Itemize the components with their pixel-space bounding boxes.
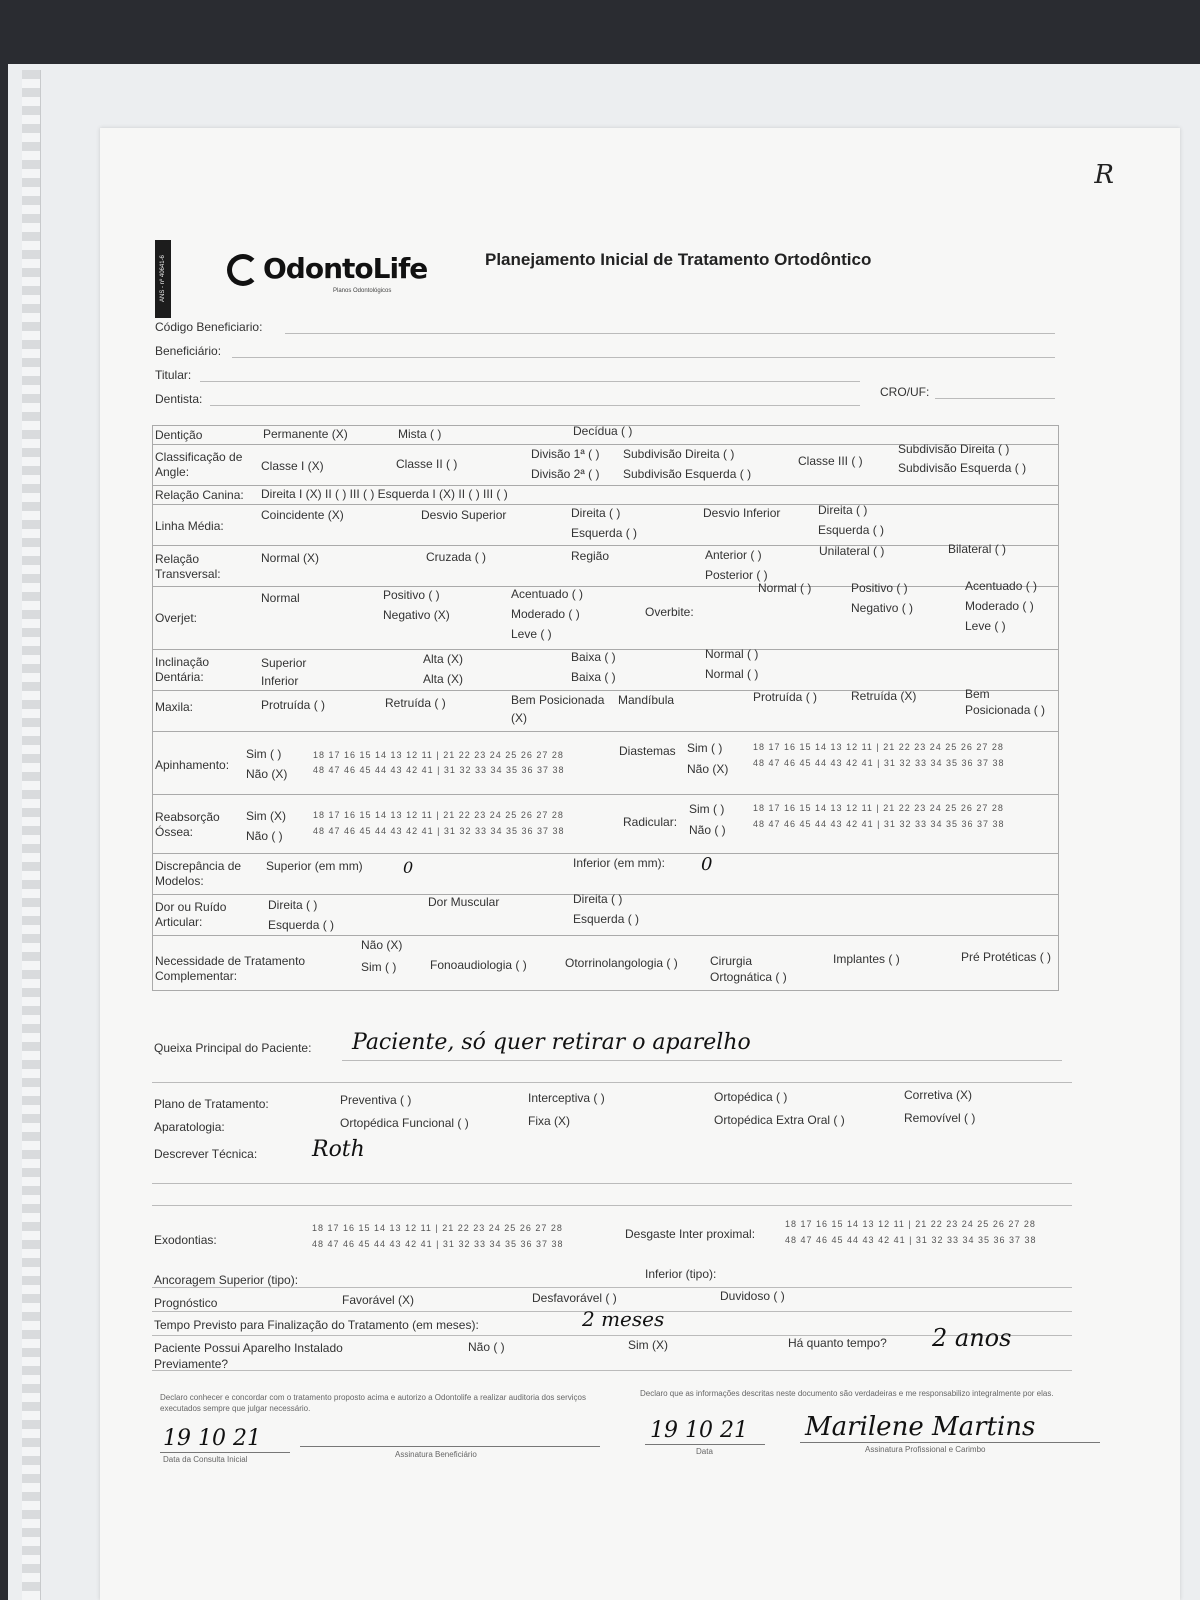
data-profissional-caption: Data (696, 1447, 713, 1456)
tempo-label: Tempo Previsto para Finalização do Tratamento (em meses): (154, 1318, 479, 1332)
logo-text: OdontoLife (263, 252, 428, 285)
assinatura-beneficiario-line[interactable] (300, 1446, 600, 1447)
overjet-leve[interactable]: Leve ( ) (511, 627, 552, 641)
discrepancia-inferior-label: Inferior (em mm): (573, 856, 666, 870)
row-relacao-transversal (153, 542, 1058, 587)
aparatologia-label: Aparatologia: (154, 1120, 225, 1134)
necessidade-fono[interactable]: Fonoaudiologia ( ) (430, 958, 527, 972)
declaracao-beneficiario: Declaro conhecer e concordar com o tratamento proposto acima e autorizo a Odontolife a realizar auditoria dos serviços executados sempre que julgar necessário. (160, 1393, 586, 1413)
titular-label: Titular: (155, 368, 192, 382)
diastemas-nao[interactable]: Não (X) (687, 762, 729, 776)
cro-uf-field[interactable] (935, 398, 1055, 399)
form-header (155, 240, 1060, 303)
declaracao-profissional: Declaro que as informações descritas neste documento são verdadeiras e me responsabilizo integralmente por elas. (640, 1389, 1054, 1398)
linha-desvio-superior: Desvio Superior (421, 508, 507, 522)
tecnica-line-2 (152, 1205, 1072, 1206)
prognostico-duvidoso[interactable]: Duvidoso ( ) (720, 1289, 785, 1303)
linha-inf-direita[interactable]: Direita ( ) (818, 503, 868, 517)
tecnica-label: Descrever Técnica: (154, 1147, 258, 1161)
diastemas-label: Diastemas (619, 744, 676, 758)
inclinacao-sup-normal[interactable]: Normal ( ) (705, 647, 759, 661)
transversal-anterior[interactable]: Anterior ( ) (705, 548, 762, 562)
necessidade-sim[interactable]: Sim ( ) (361, 960, 397, 974)
angle-classe3-subdivisao-direita[interactable]: Subdivisão Direita ( ) (898, 442, 1010, 456)
dentista-label: Dentista: (155, 392, 203, 406)
mandibula-label: Mandíbula (618, 693, 675, 707)
inclinacao-inf-normal[interactable]: Normal ( ) (705, 667, 759, 681)
overjet-positivo[interactable]: Positivo ( ) (383, 588, 440, 602)
aparatologia-funcional[interactable]: Ortopédica Funcional ( ) (340, 1116, 469, 1130)
desgaste-teeth-lower[interactable]: 48 47 46 45 44 43 42 41 | 31 32 33 34 35 36 37 38 (785, 1235, 1037, 1245)
ancoragem-inferior-label: Inferior (tipo): (645, 1267, 717, 1281)
ans-registration-strip: ANS - nº 40641-6 (155, 240, 171, 318)
dentista-field[interactable] (210, 405, 860, 406)
transversal-regiao: Região (571, 549, 610, 563)
transversal-label: Relação Transversal: (155, 552, 221, 581)
inclinacao-superior: Superior (261, 656, 307, 670)
row-maxila (153, 687, 1058, 732)
overbite-negativo[interactable]: Negativo ( ) (851, 601, 914, 615)
radicular-nao[interactable]: Não ( ) (689, 823, 726, 837)
maxila-label: Maxila: (155, 700, 194, 714)
mandibula-bem-posicionada[interactable]: Posicionada ( ) (965, 703, 1046, 717)
reabsorcao-sim[interactable]: Sim (X) (246, 809, 286, 823)
data-profissional-line (645, 1444, 765, 1445)
necessidade-label: Necessidade de Tratamento Complementar: (155, 954, 306, 983)
linha-desvio-inferior: Desvio Inferior (703, 506, 781, 520)
aparelho-quanto-tempo: Há quanto tempo? (788, 1336, 887, 1350)
assinatura-beneficiario-caption: Assinatura Beneficiário (395, 1450, 477, 1459)
apinhamento-teeth-upper[interactable]: 18 17 16 15 14 13 12 11 | 21 22 23 24 25 26 27 28 (313, 750, 564, 760)
mandibula-retruida[interactable]: Retruída (X) (851, 689, 917, 703)
row-overjet (153, 579, 1058, 650)
angle-subdivisao-esquerda[interactable]: Subdivisão Esquerda ( ) (623, 467, 752, 481)
beneficiario-field[interactable] (232, 357, 1055, 358)
ancoragem-line (152, 1287, 1072, 1288)
queixa-line-1 (342, 1060, 1062, 1061)
data-consulta-line (160, 1452, 290, 1453)
data-profissional-value[interactable]: 19 10 21 (650, 1418, 748, 1443)
discrepancia-superior-label: Superior (em mm) (266, 859, 363, 873)
inclinacao-label: Inclinação Dentária: (155, 655, 210, 684)
queixa-answer[interactable]: Paciente, só quer retirar o aparelho (352, 1030, 751, 1055)
row-discrepancia (153, 854, 1058, 895)
denticao-permanente[interactable]: Permanente (X) (263, 427, 348, 441)
tecnica-line-1 (152, 1183, 1072, 1184)
reabsorcao-nao[interactable]: Não ( ) (246, 829, 283, 843)
titular-field[interactable] (200, 381, 860, 382)
transversal-posterior[interactable]: Posterior ( ) (705, 568, 768, 582)
row-linha-media (153, 505, 1058, 546)
beneficiario-label: Beneficiário: (155, 344, 222, 358)
inclinacao-sup-baixa[interactable]: Baixa ( ) (571, 650, 616, 664)
transversal-unilateral[interactable]: Unilateral ( ) (819, 544, 885, 558)
maxila-protruida[interactable]: Protruída ( ) (261, 698, 326, 712)
queixa-label: Queixa Principal do Paciente: (154, 1041, 312, 1055)
discrepancia-label: Discrepância de Modelos: (155, 859, 242, 888)
denticao-decidua[interactable]: Decídua ( ) (573, 424, 633, 438)
mandibula-protruida[interactable]: Protruída ( ) (753, 690, 818, 704)
transversal-cruzada[interactable]: Cruzada ( ) (426, 550, 487, 564)
radicular-teeth-upper[interactable]: 18 17 16 15 14 13 12 11 | 21 22 23 24 25 26 27 28 (753, 803, 1004, 813)
reabsorcao-teeth-upper[interactable]: 18 17 16 15 14 13 12 11 | 21 22 23 24 25 26 27 28 (313, 810, 564, 820)
linha-sup-esquerda[interactable]: Esquerda ( ) (571, 526, 638, 540)
overjet-label: Overjet: (155, 611, 198, 625)
necessidade-nao[interactable]: Não (X) (361, 938, 403, 952)
queixa-line-2 (152, 1082, 1072, 1083)
inclinacao-sup-alta[interactable]: Alta (X) (423, 652, 464, 666)
aparelho-line (152, 1370, 1072, 1371)
diastemas-sim[interactable]: Sim ( ) (687, 741, 723, 755)
dor-muscular-label: Dor Muscular (428, 895, 500, 909)
logo-swirl-icon (227, 254, 259, 286)
sleeve-binding-edge (22, 70, 41, 1600)
aparelho-sim[interactable]: Sim (X) (628, 1338, 668, 1352)
overbite-moderado[interactable]: Moderado ( ) (965, 599, 1034, 613)
overjet-negativo[interactable]: Negativo (X) (383, 608, 450, 622)
inclinacao-inferior: Inferior (261, 674, 299, 688)
maxila-retruida[interactable]: Retruída ( ) (385, 696, 446, 710)
exodontias-label: Exodontias: (154, 1233, 217, 1247)
apinhamento-label: Apinhamento: (155, 758, 230, 772)
overjet-moderado[interactable]: Moderado ( ) (511, 607, 580, 621)
maxila-bem-mark: (X) (511, 711, 527, 725)
overjet-normal: Normal (261, 591, 300, 605)
row-necessidade (153, 936, 1058, 990)
overbite-label: Overbite: (645, 605, 694, 619)
prognostico-favoravel[interactable]: Favorável (X) (342, 1293, 415, 1307)
denticao-label: Dentição (155, 428, 203, 442)
row-inclinacao (153, 647, 1058, 691)
discrepancia-inferior-value[interactable]: 0 (701, 854, 713, 875)
angle-divisao-1[interactable]: Divisão 1ª ( ) (531, 447, 600, 461)
angle-divisao-2[interactable]: Divisão 2ª ( ) (531, 467, 600, 481)
dor-direita[interactable]: Direita ( ) (268, 898, 318, 912)
row-angle (153, 442, 1058, 486)
overbite-acentuado[interactable]: Acentuado ( ) (965, 579, 1038, 593)
linha-sup-direita[interactable]: Direita ( ) (571, 506, 621, 520)
necessidade-pre-proteticas[interactable]: Pré Protéticas ( ) (961, 950, 1052, 964)
angle-classe-1[interactable]: Classe I (X) (261, 459, 324, 473)
row-dor (153, 892, 1058, 936)
linha-inf-esquerda[interactable]: Esquerda ( ) (818, 523, 885, 537)
plano-preventiva[interactable]: Preventiva ( ) (340, 1093, 412, 1107)
codigo-beneficiario-field[interactable] (285, 333, 1055, 334)
necessidade-cirurgia: Cirurgia (710, 954, 753, 968)
assinatura-profissional-line (800, 1442, 1100, 1443)
assinatura-profissional[interactable]: Marilene Martins (805, 1412, 1036, 1442)
row-relacao-canina (153, 486, 1058, 505)
tecnica-answer[interactable]: Roth (312, 1137, 365, 1162)
canina-options[interactable]: Direita I (X) II ( ) III ( ) Esquerda I (X) II ( ) III ( ) (261, 487, 508, 501)
discrepancia-superior-value[interactable]: 0 (403, 858, 414, 877)
dor-muscular-direita[interactable]: Direita ( ) (573, 892, 623, 906)
dor-label: Dor ou Ruído Articular: (155, 900, 227, 929)
reabsorcao-teeth-lower[interactable]: 48 47 46 45 44 43 42 41 | 31 32 33 34 35 36 37 38 (313, 826, 565, 836)
angle-label: Classificação de Angle: (155, 450, 243, 479)
radicular-teeth-lower[interactable]: 48 47 46 45 44 43 42 41 | 31 32 33 34 35 36 37 38 (753, 819, 1005, 829)
reabsorcao-label: Reabsorção Óssea: (155, 810, 220, 839)
dor-muscular-esquerda[interactable]: Esquerda ( ) (573, 912, 640, 926)
aparelho-label: Paciente Possui Aparelho Instalado Previamente? (154, 1341, 343, 1371)
aparelho-nao[interactable]: Não ( ) (468, 1340, 505, 1354)
form-title: Planejamento Inicial de Tratamento Ortodôntico (485, 250, 872, 269)
apinhamento-teeth-lower[interactable]: 48 47 46 45 44 43 42 41 | 31 32 33 34 35 36 37 38 (313, 765, 565, 775)
diastemas-teeth-lower[interactable]: 48 47 46 45 44 43 42 41 | 31 32 33 34 35 36 37 38 (753, 758, 1005, 768)
cro-uf-label: CRO/UF: (880, 385, 930, 399)
apinhamento-sim[interactable]: Sim ( ) (246, 747, 282, 761)
assinatura-profissional-caption: Assinatura Profissional e Carimbo (865, 1445, 986, 1454)
desgaste-teeth-upper[interactable]: 18 17 16 15 14 13 12 11 | 21 22 23 24 25 26 27 28 (785, 1219, 1036, 1229)
angle-classe-2[interactable]: Classe II ( ) (396, 457, 458, 471)
mandibula-bem: Bem (965, 687, 990, 701)
aparatologia-extra-oral[interactable]: Ortopédica Extra Oral ( ) (714, 1113, 845, 1127)
radicular-sim[interactable]: Sim ( ) (689, 802, 725, 816)
transversal-bilateral[interactable]: Bilateral ( ) (948, 542, 1007, 556)
data-consulta-caption: Data da Consulta Inicial (163, 1455, 248, 1464)
transversal-normal[interactable]: Normal (X) (261, 551, 320, 565)
exodontias-teeth-upper[interactable]: 18 17 16 15 14 13 12 11 | 21 22 23 24 25 26 27 28 (312, 1223, 563, 1233)
aparelho-tempo-answer[interactable]: 2 anos (932, 1324, 1012, 1352)
ancoragem-superior-label: Ancoragem Superior (tipo): (154, 1273, 299, 1287)
logo-subtitle: Planos Odontológicos (333, 288, 392, 294)
desgaste-label: Desgaste Inter proximal: (625, 1227, 756, 1241)
row-reabsorcao (153, 795, 1058, 854)
denticao-mista[interactable]: Mista ( ) (398, 427, 442, 441)
plano-interceptiva[interactable]: Interceptiva ( ) (528, 1091, 605, 1105)
row-apinhamento (153, 732, 1058, 795)
angle-classe3-subdivisao-esquerda[interactable]: Subdivisão Esquerda ( ) (898, 461, 1027, 475)
radicular-label: Radicular: (623, 815, 678, 829)
codigo-beneficiario-label: Código Beneficiario: (155, 320, 263, 334)
prognostico-label: Prognóstico (154, 1296, 218, 1310)
maxila-bem-posicionada[interactable]: Bem Posicionada (511, 693, 605, 707)
plano-label: Plano de Tratamento: (154, 1097, 269, 1111)
tempo-answer[interactable]: 2 meses (582, 1307, 665, 1331)
necessidade-otorrino[interactable]: Otorrinolangologia ( ) (565, 956, 678, 970)
corner-handwritten-mark: R (1094, 160, 1114, 190)
overbite-positivo[interactable]: Positivo ( ) (851, 581, 908, 595)
plano-ortopedica[interactable]: Ortopédica ( ) (714, 1090, 788, 1104)
odontolife-logo (227, 252, 427, 286)
overbite-normal[interactable]: Normal ( ) (758, 581, 812, 595)
aparatologia-fixa[interactable]: Fixa (X) (528, 1114, 570, 1128)
angle-classe-3[interactable]: Classe III ( ) (798, 454, 863, 468)
plano-corretiva[interactable]: Corretiva (X) (904, 1088, 973, 1102)
diastemas-teeth-upper[interactable]: 18 17 16 15 14 13 12 11 | 21 22 23 24 25 26 27 28 (753, 742, 1004, 752)
overjet-acentuado[interactable]: Acentuado ( ) (511, 587, 584, 601)
aparatologia-removivel[interactable]: Removível ( ) (904, 1111, 976, 1125)
inclinacao-inf-alta[interactable]: Alta (X) (423, 672, 464, 686)
apinhamento-nao[interactable]: Não (X) (246, 767, 288, 781)
linha-media-label: Linha Média: (155, 519, 224, 533)
overbite-leve[interactable]: Leve ( ) (965, 619, 1006, 633)
exodontias-teeth-lower[interactable]: 48 47 46 45 44 43 42 41 | 31 32 33 34 35 36 37 38 (312, 1239, 564, 1249)
data-consulta-inicial-value[interactable]: 19 10 21 (163, 1426, 261, 1451)
necessidade-implantes[interactable]: Implantes ( ) (833, 952, 900, 966)
dor-esquerda[interactable]: Esquerda ( ) (268, 918, 335, 932)
angle-subdivisao-direita[interactable]: Subdivisão Direita ( ) (623, 447, 735, 461)
linha-coincidente[interactable]: Coincidente (X) (261, 508, 344, 522)
prognostico-desfavoravel[interactable]: Desfavorável ( ) (532, 1291, 617, 1305)
necessidade-cirurgia-ortognatica[interactable]: Ortognática ( ) (710, 970, 787, 984)
canina-label: Relação Canina: (155, 488, 244, 502)
inclinacao-inf-baixa[interactable]: Baixa ( ) (571, 670, 616, 684)
clinical-grid (152, 425, 1059, 991)
